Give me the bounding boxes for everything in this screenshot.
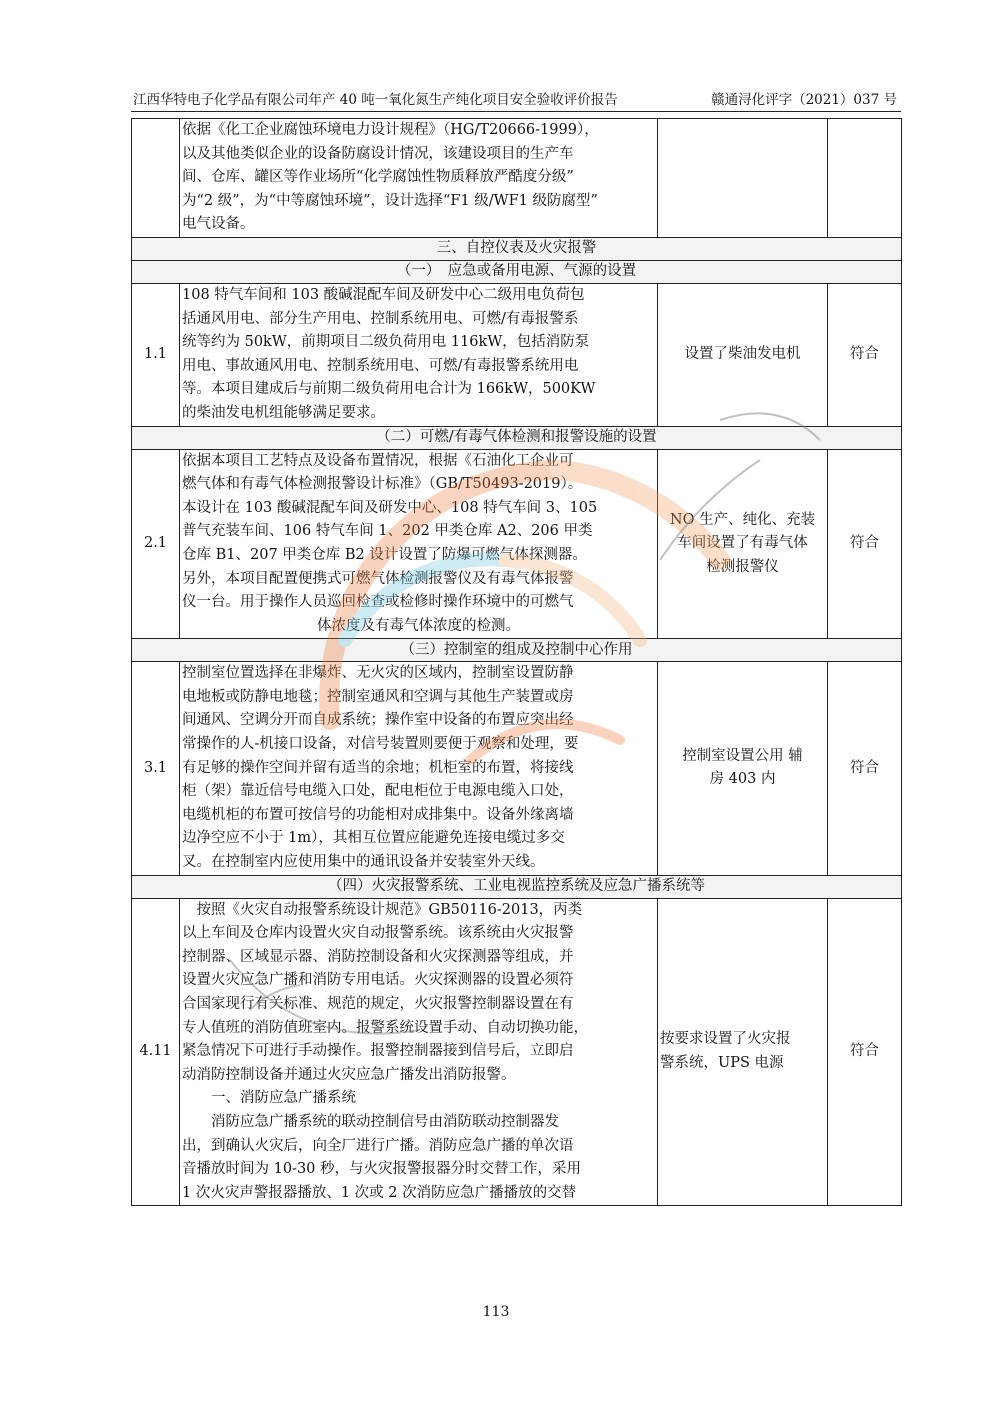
subsection-row <box>132 875 902 898</box>
measure-line: 警系统，UPS 电源 <box>660 1054 784 1071</box>
text-line: 用电、事故通风用电、控制系统用电、可燃/有毒报警系统用电 <box>182 357 579 374</box>
text-line: 边净空应不小于 1m），其相互位置应能避免连接电缆过多交 <box>182 830 565 847</box>
table-row <box>132 449 902 639</box>
measure-line: 车间设置了有毒气体 <box>677 535 808 552</box>
text-line: 1 次火灾声警报器播放、1 次或 2 次消防应急广播播放的交替 <box>182 1184 577 1201</box>
conclusion-cell: 符合 <box>828 898 902 1206</box>
measure-line: 按要求设置了火灾报 <box>660 1031 791 1048</box>
content-cell <box>180 119 658 238</box>
text-line: 的柴油发电机组能够满足要求。 <box>182 404 385 421</box>
text-line: 设置火灾应急广播和消防专用电话。火灾探测器的设置必须符 <box>182 972 574 989</box>
section-title: 三、自控仪表及火灾报警 <box>132 237 902 260</box>
table-row <box>132 898 902 1206</box>
page-header <box>133 88 897 108</box>
text-line: 音播放时间为 10-30 秒，与火灾报警报器分时交替工作，采用 <box>182 1161 582 1178</box>
text-line: 以上车间及仓库内设置火灾自动报警系统。该系统由火灾报警 <box>182 925 574 942</box>
text-line: 电缆机柜的布置可按信号的功能相对成排集中。设备外缘离墙 <box>182 806 574 823</box>
index-cell: 4.11 <box>132 898 180 1206</box>
page-number: 113 <box>482 1304 510 1320</box>
text-line: 等。本项目建成后与前期二级负荷用电合计为 166kW，500KW <box>182 381 596 398</box>
table-row <box>132 119 902 238</box>
text-line: 体浓度及有毒气体浓度的检测。 <box>317 617 520 634</box>
subsection-row <box>132 260 902 283</box>
text-line: 108 特气车间和 103 酸碱混配车间及研发中心二级用电负荷包 <box>182 286 585 303</box>
text-line: 专人值班的消防值班室内。报警系统设置手动、自动切换功能， <box>182 1019 588 1036</box>
text-line: 本设计在 103 酸碱混配车间及研发中心、108 特气车间 3、105 <box>182 499 598 516</box>
text-line: 依据《化工企业腐蚀环境电力设计规程》（HG/T20666-1999）， <box>182 122 599 138</box>
subsection-title: （一） 应急或备用电源、气源的设置 <box>132 260 902 283</box>
header-rule <box>131 111 901 112</box>
text-line: 另外，本项目配置便携式可燃气体检测报警仪及有毒气体报警 <box>182 570 574 587</box>
text-line: 仪一台。用于操作人员巡回检查或检修时操作环境中的可燃气 <box>182 594 574 611</box>
conclusion-cell: 符合 <box>828 283 902 426</box>
text-line: 常操作的人-机接口设备，对信号装置则要便于观察和处理，要 <box>182 736 579 753</box>
text-line: 电地板或防静电地毯；控制室通风和空调与其他生产装置或房 <box>182 688 574 705</box>
content-cell <box>180 283 658 426</box>
text-line: 合国家现行有关标准、规范的规定，火灾报警控制器设置在有 <box>182 996 574 1012</box>
measure-cell <box>658 119 828 238</box>
index-cell: 1.1 <box>132 283 180 426</box>
index-cell: 3.1 <box>132 662 180 875</box>
content-cell <box>180 662 658 875</box>
subsection-row <box>132 426 902 449</box>
text-line: 以及其他类似企业的设备防腐设计情况，该建设项目的生产车 <box>182 145 574 162</box>
text-line: 出，到确认火灾后，向全厂进行广播。消防应急广播的单次语 <box>182 1137 574 1154</box>
text-line: 间通风、空调分开而自成系统；操作室中设备的布置应突出经 <box>182 712 574 729</box>
measure-line: 检测报警仪 <box>706 558 779 575</box>
measure-cell <box>658 449 828 639</box>
text-line: 统等约为 50kW，前期项目二级负荷用电 116kW，包括消防泵 <box>182 334 590 351</box>
table-row <box>132 283 902 426</box>
text-line: 为“2 级”，为“中等腐蚀环境”，设计选择“F1 级/WF1 级防腐型” <box>182 192 598 209</box>
text-line: 按照《火灾自动报警系统设计规范》GB50116-2013，丙类 <box>182 901 583 918</box>
content-cell <box>180 898 658 1206</box>
text-line: 仓库 B1、207 甲类仓库 B2 设计设置了防爆可燃气体探测器。 <box>182 546 587 563</box>
text-line: 动消防控制设备并通过火灾应急广播发出消防报警。 <box>182 1066 516 1083</box>
measure-line: 房 403 内 <box>709 771 776 788</box>
text-line: 普气充装车间、106 特气车间 1、202 甲类仓库 A2、206 甲类 <box>182 523 593 540</box>
text-line: 括通风用电、部分生产用电、控制系统用电、可燃/有毒报警系 <box>182 310 579 327</box>
text-line: 电气设备。 <box>182 216 255 233</box>
measure-cell: 设置了柴油发电机 <box>658 283 828 426</box>
subheading: 一、消防应急广播系统 <box>211 1090 356 1107</box>
text-line: 燃气体和有毒气体检测报警设计标准》（GB/T50493-2019）。 <box>182 476 583 493</box>
evaluation-table <box>131 118 902 1206</box>
subsection-row <box>132 639 902 662</box>
measure-line: NO 生产、纯化、充装 <box>669 511 816 528</box>
section-header-row <box>132 237 902 260</box>
text-line: 间、仓库、罐区等作业场所“化学腐蚀性物质释放严酷度分级” <box>182 169 574 186</box>
text-line: 控制室位置选择在非爆炸、无火灾的区域内，控制室设置防静 <box>182 665 574 682</box>
header-doc-number: 赣通浔化评字（2021）037 号 <box>711 92 897 108</box>
text-line: 控制器、区域显示器、消防控制设备和火灾探测器等组成，并 <box>182 948 574 965</box>
content-cell <box>180 449 658 639</box>
subsection-title: （二）可燃/有毒气体检测和报警设施的设置 <box>132 426 902 449</box>
measure-cell <box>658 898 828 1206</box>
text-line: 柜（架）靠近信号电缆入口处，配电柜位于电源电缆入口处， <box>182 783 574 800</box>
text-line: 叉。在控制室内应使用集中的通讯设备并安装室外天线。 <box>182 854 545 871</box>
text-line: 消防应急广播系统的联动控制信号由消防联动控制器发 <box>211 1113 559 1130</box>
conclusion-cell: 符合 <box>828 662 902 875</box>
subsection-title: （四）火灾报警系统、工业电视监控系统及应急广播系统等 <box>132 875 902 898</box>
measure-cell <box>658 662 828 875</box>
conclusion-cell: 符合 <box>828 449 902 639</box>
text-line: 有足够的操作空间并留有适当的余地；机柜室的布置，将接线 <box>182 759 574 776</box>
header-title: 江西华特电子化学品有限公司年产 40 吨一氧化氮生产纯化项目安全验收评价报告 <box>133 92 618 108</box>
index-cell: 2.1 <box>132 449 180 639</box>
text-line: 依据本项目工艺特点及设备布置情况，根据《石油化工企业可 <box>182 452 574 469</box>
table-row <box>132 662 902 875</box>
text-line: 紧急情况下可进行手动操作。报警控制器接到信号后，立即启 <box>182 1043 574 1060</box>
measure-line: 控制室设置公用 辅 <box>682 747 803 764</box>
subsection-title: （三）控制室的组成及控制中心作用 <box>132 639 902 662</box>
conclusion-cell <box>828 119 902 238</box>
index-cell <box>132 119 180 238</box>
